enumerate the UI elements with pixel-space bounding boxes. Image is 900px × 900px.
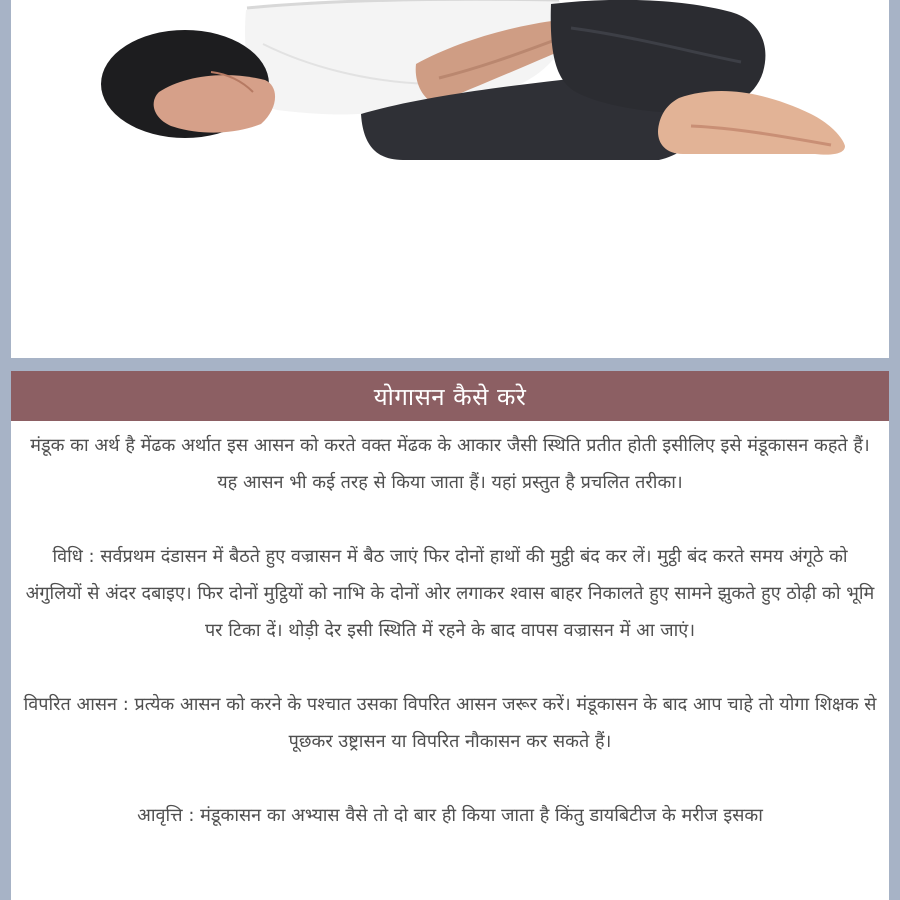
intro-paragraph: मंडूक का अर्थ है मेंढक अर्थात इस आसन को करते वक्त मेंढक के आकार जैसी स्थिति प्रतीत होती इसीलिए इसे मंडूकासन कहते हैं। यह आसन भी कई तरह से किया जाता हैं। यहां प्रस्तुत है प्रचलित तरीका। [30,435,870,493]
counter-pose-paragraph: विपरित आसन : प्रत्येक आसन को करने के पश्चात उसका विपरित आसन जरूर करें। मंडूकासन के बाद आप चाहे तो योगा शिक्षक से पूछकर उष्ट्रासन या विपरित नौकासन कर सकते हैं। [23,694,877,752]
method-paragraph: विधि : सर्वप्रथम दंडासन में बैठते हुए वज्रासन में बैठ जाएं फिर दोनों हाथों की मुट्ठी बंद कर लें। मुट्ठी बंद करते समय अंगूठे को अंगुलियों से अंदर दबाइए। फिर दोनों मुट्ठियों को नाभि के दोनों ओर लगाकर श्वास बाहर निकालते हुए सामने झुकते हुए ठोढ़ी को भूमि पर टिका दें। थोड़ी देर इसी स्थिति में रहने के बाद वापस वज्रासन में आ जाएं। [25,546,875,641]
repetition-paragraph: आवृत्ति : मंडूकासन का अभ्यास वैसे तो दो बार ही किया जाता है किंतु डायबिटीज के मरीज इसका [137,805,763,826]
section-header: योगासन कैसे करे [11,371,889,421]
pose-image-card [11,0,889,358]
article-body [11,421,889,834]
how-to-yoga-card [11,371,889,900]
pose-image [11,0,889,358]
